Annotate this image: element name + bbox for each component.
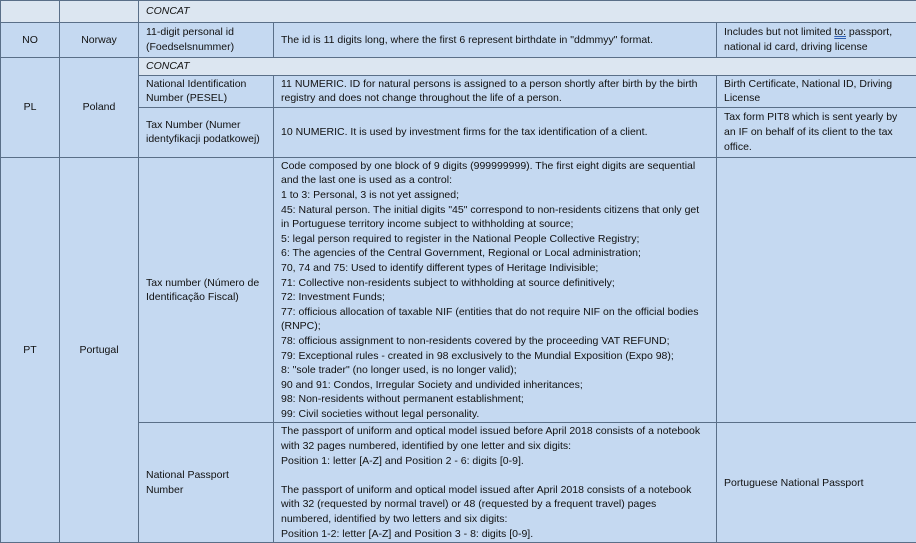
country-name-pl: Poland xyxy=(60,58,139,158)
concat-fill xyxy=(717,58,916,76)
pt-tax-line: 79: Exceptional rules - created in 98 exclusively to the Mundial Exposition (Expo 98); xyxy=(281,349,709,364)
id-name-pl-pesel: National Identification Number (PESEL) xyxy=(139,75,274,107)
id-name-pt-passport: National Passport Number xyxy=(139,423,274,543)
pt-tax-line: 1 to 3: Personal, 3 is not yet assigned; xyxy=(281,188,709,203)
pt-tax-line: 72: Investment Funds; xyxy=(281,290,709,305)
concat-row-no xyxy=(1,1,916,23)
table-row-pl-pesel xyxy=(1,75,916,107)
concat-label: CONCAT xyxy=(139,1,274,23)
pt-tax-line: Code composed by one block of 9 digits (999999999). The first eight digits are sequential and the last one is used as a control: xyxy=(281,159,709,188)
country-code-no: NO xyxy=(1,23,60,58)
pt-passport-line: Position 1: letter [A-Z] and Position 2 - 6: digits [0-9]. xyxy=(281,454,709,469)
table-row-no xyxy=(1,23,916,58)
documents-no-underlined: to: xyxy=(834,26,846,38)
id-description-pt-tax xyxy=(274,157,717,423)
id-description-pl-pesel: 11 NUMERIC. ID for natural persons is assigned to a person shortly after birth by the birth registry and does not change throughout the life of a person. xyxy=(274,75,717,107)
documents-pl-tax: Tax form PIT8 which is sent yearly by an IF on behalf of its client to the tax office. xyxy=(717,107,916,157)
pt-passport-line: The passport of uniform and optical model issued before April 2018 consists of a notebook with 32 pages numbered, identified by one letter and six digits: xyxy=(281,424,709,453)
pt-tax-line: 8: "sole trader" (no longer used, is no longer valid); xyxy=(281,363,709,378)
table-row-pt-tax xyxy=(1,157,916,423)
pt-tax-line: 90 and 91: Condos, Irregular Society and undivided inheritances; xyxy=(281,378,709,393)
blank-cell xyxy=(1,1,60,23)
pt-tax-line: 70, 74 and 75: Used to identify different types of Heritage Indivisible; xyxy=(281,261,709,276)
pt-passport-line: The passport of uniform and optical model issued after April 2018 consists of a notebook with 32 (requested by normal travel) or 48 (requested by a frequent travel) pages numbered, identified by two letters and six digits: xyxy=(281,483,709,527)
pt-tax-line: 5: legal person required to register in the National People Collective Registry; xyxy=(281,232,709,247)
id-name-pt-tax: Tax number (Número de Identificação Fiscal) xyxy=(139,157,274,423)
pt-tax-line: 71: Collective non-residents subject to withholding at source definitively; xyxy=(281,276,709,291)
documents-no-suffix: passport, national id card, driving license xyxy=(724,26,892,53)
pt-tax-line: 99: Civil societies without legal personality. xyxy=(281,407,709,422)
documents-pt-tax xyxy=(717,157,916,423)
concat-fill xyxy=(274,58,717,76)
pt-tax-line: 98: Non-residents without permanent establishment; xyxy=(281,392,709,407)
country-name-no: Norway xyxy=(60,23,139,58)
id-name-pl-tax: Tax Number (Numer identyfikacji podatkowej) xyxy=(139,107,274,157)
documents-pl-pesel: Birth Certificate, National ID, Driving License xyxy=(717,75,916,107)
country-code-pl: PL xyxy=(1,58,60,158)
documents-no-prefix: Includes but not limited xyxy=(724,26,834,38)
blank-cell xyxy=(60,1,139,23)
pt-tax-line: 77: officious allocation of taxable NIF (entities that do not require NIF on the official bodies (RNPC); xyxy=(281,305,709,334)
id-name-no: 11-digit personal id (Foedselsnummer) xyxy=(139,23,274,58)
concat-label: CONCAT xyxy=(139,58,274,76)
pt-passport-line: Position 1-2: letter [A-Z] and Position 3 - 8: digits [0-9]. xyxy=(281,527,709,542)
pt-tax-line: 45: Natural person. The initial digits "45" correspond to non-residents citizens that only get in Portuguese territory income subject to withholding at source; xyxy=(281,203,709,232)
pt-tax-line: 6: The agencies of the Central Government, Regional or Local administration; xyxy=(281,246,709,261)
documents-no xyxy=(717,23,916,58)
pt-tax-line: 78: officious assignment to non-residents covered by the proceeding VAT REFUND; xyxy=(281,334,709,349)
concat-fill xyxy=(717,1,916,23)
country-code-pt: PT xyxy=(1,157,60,542)
country-name-pt: Portugal xyxy=(60,157,139,542)
table-row-pl-tax xyxy=(1,107,916,157)
id-description-pl-tax: 10 NUMERIC. It is used by investment firms for the tax identification of a client. xyxy=(274,107,717,157)
concat-row-pl xyxy=(1,58,916,76)
table-row-pt-passport xyxy=(1,423,916,543)
id-description-pt-passport xyxy=(274,423,717,543)
id-description-no: The id is 11 digits long, where the first 6 represent birthdate in "ddmmyy" format. xyxy=(274,23,717,58)
concat-fill xyxy=(274,1,717,23)
documents-pt-passport: Portuguese National Passport xyxy=(717,423,916,543)
paragraph-gap xyxy=(281,468,709,483)
